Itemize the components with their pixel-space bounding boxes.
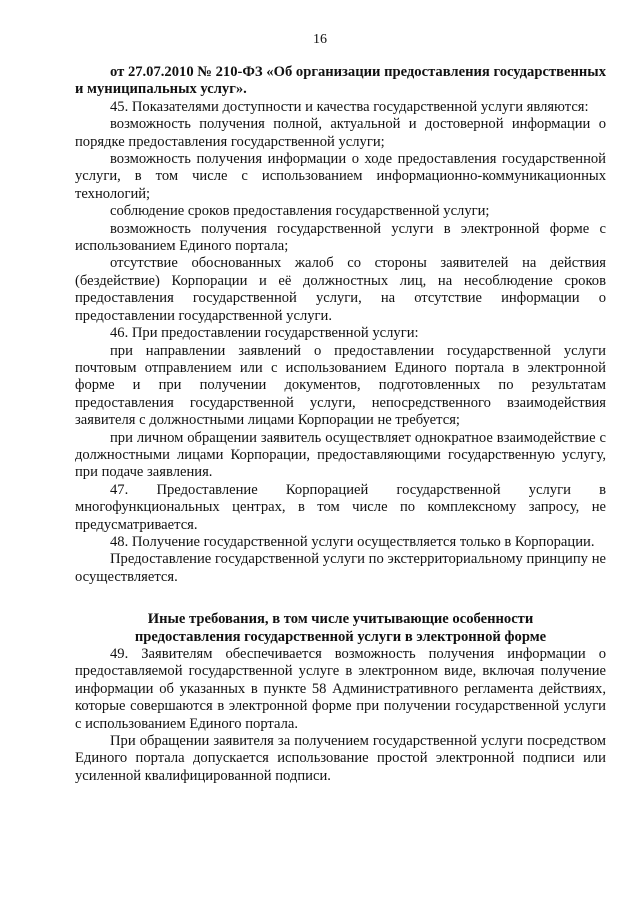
paragraph-deadlines: соблюдение сроков предоставления государственной услуги; <box>110 203 490 220</box>
paragraph-complaints: отсутствие обоснованных жалоб со стороны заявителей на действия (бездействие) Корпорации и её должностных лиц, на несоблюдение сроков предоставления государственной услуги, на отсутствие информации о предоставлении государственной услуги. <box>75 255 606 324</box>
paragraph-info-full: возможность получения полной, актуальной и достоверной информации о порядке предоставления государственной услуги; <box>75 116 606 150</box>
paragraph-45: 45. Показателями доступности и качества государственной услуги являются: <box>110 98 589 115</box>
paragraph-info-progress: возможность получения информации о ходе предоставления государственной услуги, в том числе с использованием информационно-коммуникационных технологий; <box>75 151 606 202</box>
paragraph-48: 48. Получение государственной услуги осуществляется только в Корпорации. <box>110 533 595 550</box>
section-heading <box>75 611 606 646</box>
paragraph-postal-submission: при направлении заявлений о предоставлении государственной услуги почтовым отправлением или с использованием Единого портала в электронной форме и при получении документов, подготовленных по результатам предоставления государственной услуги, непосредственного взаимодействия заявителя с должностными лицами Корпорации не требуется; <box>75 342 606 429</box>
paragraph-personal-visit: при личном обращении заявитель осуществляет однократное взаимодействие с должностными лицами Корпорации, предоставляющими государственную услугу, при подаче заявления. <box>75 429 606 481</box>
paragraph-46: 46. При предоставлении государственной услуги: <box>110 325 419 342</box>
paragraph-47: 47. Предоставление Корпорацией государственной услуги в многофункциональных центрах, в том числе по комплексному запросу, не предусматривается. <box>75 481 606 533</box>
law-reference-heading: от 27.07.2010 № 210-ФЗ «Об организации предоставления государственных и муниципальных услуг». <box>75 64 606 98</box>
paragraph-49: 49. Заявителям обеспечивается возможность получения информации о предоставляемой государственной услуге в электронном виде, включая получение информации об указанных в пункте 58 Административного регламента действиях, которые совершаются в электронной форме при получении государственной услуги с использованием Единого портала. <box>75 646 606 732</box>
page-number: 16 <box>313 32 327 47</box>
section-heading-line-2: предоставления государственной услуги в электронной форме <box>134 628 547 645</box>
section-heading-line-1: Иные требования, в том числе учитывающие особенности <box>147 611 534 628</box>
paragraph-electronic-form: возможность получения государственной услуги в электронной форме с использованием Единого портала; <box>75 220 606 255</box>
paragraph-electronic-signature: При обращении заявителя за получением государственной услуги посредством Единого портала допускается использование простой электронной подписи или усиленной квалифицированной подписи. <box>75 733 606 784</box>
document-body <box>75 64 606 785</box>
paragraph-extraterritorial: Предоставление государственной услуги по экстерриториальному принципу не осуществляется. <box>75 551 606 585</box>
